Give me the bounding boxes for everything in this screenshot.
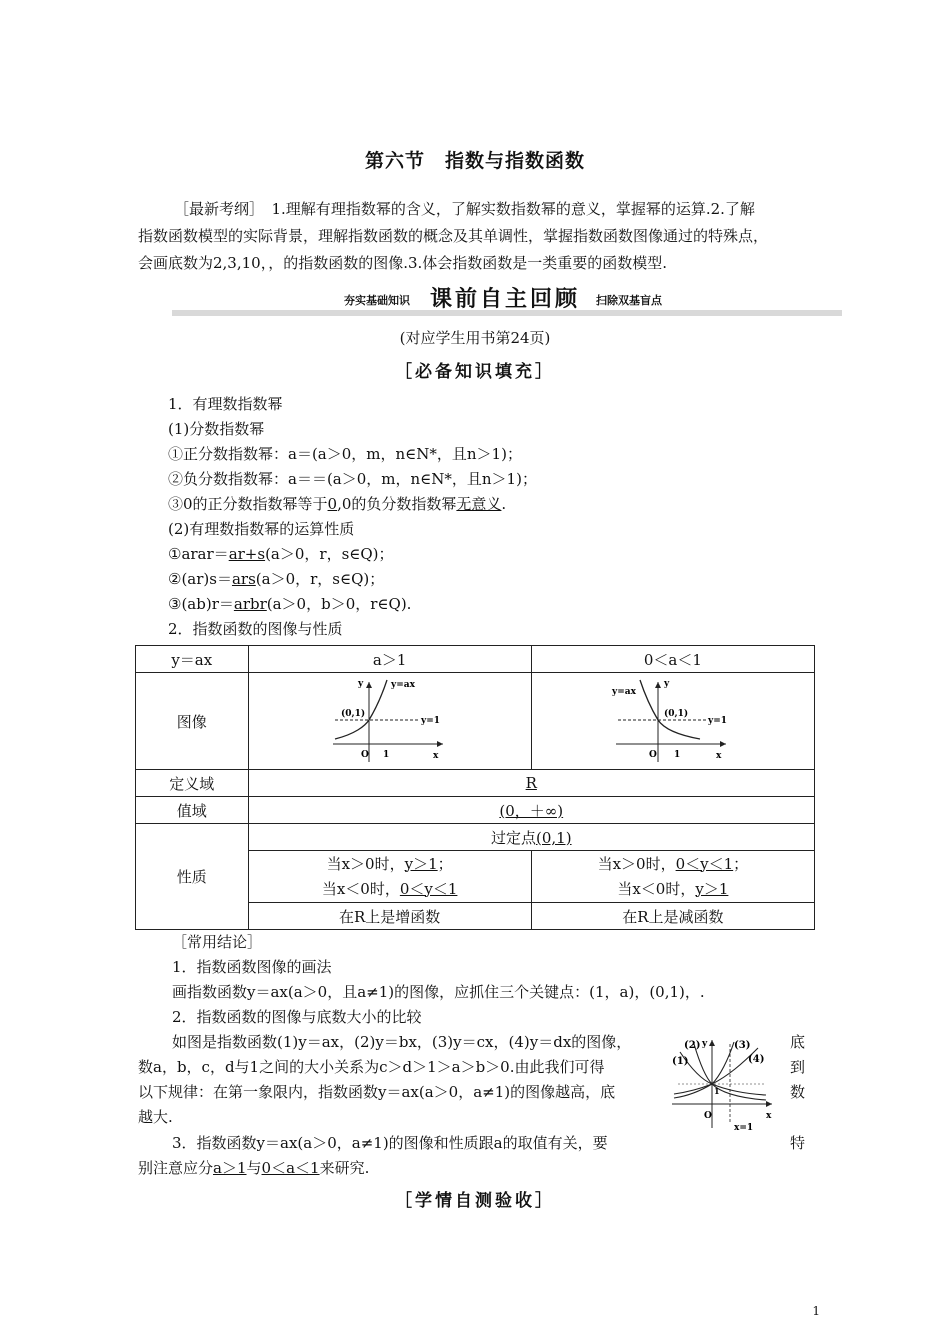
increasing-exp-graph: [325, 676, 455, 766]
decreasing-exp-graph: [608, 676, 738, 766]
range-value: (0，＋∞): [248, 797, 814, 824]
heading-rational-power: 1．有理数指数幂: [168, 395, 283, 413]
conclusion-2-text: 如图是指数函数(1)y＝ax，(2)y＝bx，(3)y＝cx，(4)y＝dx的图像，: [172, 1033, 632, 1051]
conclusion-2-text: 越大.: [138, 1108, 173, 1126]
rule-positive-fraction: ①正分数指数幂：a＝(a＞0，m，n∈N*，且n＞1)；: [168, 445, 522, 463]
conclusion-3-text: 3．指数函数y＝ax(a＞0，a≠1)的图像和性质跟a的取值有关，要: [172, 1134, 608, 1152]
section-heading-knowledge: ［必备知识填充］: [395, 362, 555, 382]
row-label-graph: 图像: [136, 673, 249, 770]
rule-product: ①arar＝ar+s(a＞0，r，s∈Q)；: [168, 545, 394, 563]
figure-label: (4): [748, 1054, 765, 1065]
axis-label-x: x: [715, 751, 722, 761]
heading-fractional-power: (1)分数指数幂: [168, 420, 265, 438]
figure-axis-y: y: [702, 1039, 708, 1049]
domain-value: R: [248, 770, 814, 797]
point-label: (0,1): [340, 709, 365, 719]
figure-origin: O: [704, 1111, 712, 1121]
graph-cell-increasing: [248, 673, 531, 770]
rule-negative-fraction: ②负分数指数幂：a＝＝(a＞0，m，n∈N*，且n＞1)；: [168, 470, 537, 488]
figure-label: (1): [672, 1056, 689, 1067]
graph-cell-decreasing: [531, 673, 814, 770]
page-title: 第六节 指数与指数函数: [364, 150, 585, 172]
fixed-point: 过定点(0,1): [248, 824, 814, 851]
banner-right-text: 扫除双基盲点: [596, 294, 662, 307]
heading-exp-function: 2．指数函数的图像与性质: [168, 620, 343, 638]
answer-blank: ar+s: [228, 545, 266, 563]
wrapped-char: 到: [790, 1058, 806, 1076]
figure-line-label: x=1: [734, 1123, 754, 1133]
heading-operation-rules: (2)有理数指数幂的运算性质: [168, 520, 355, 538]
exp-function-table: [135, 645, 815, 930]
line-label: y=1: [707, 716, 727, 726]
conclusion-1-text: 画指数函数y＝ax(a＞0，且a≠1)的图像，应抓住三个关键点：(1，a)，(0,1)，.: [172, 983, 705, 1001]
syllabus-line: ［最新考纲］ 1.理解有理指数幂的含义，了解实数指数幂的意义，掌握幂的运算.2.了解: [174, 200, 755, 218]
page-number: 1: [812, 1304, 820, 1318]
line-label: y=1: [420, 716, 440, 726]
figure-tick: 1: [714, 1086, 720, 1096]
table-header: a＞1: [248, 646, 531, 673]
conclusion-2-heading: 2．指数函数的图像与底数大小的比较: [172, 1008, 422, 1026]
axis-label-y: y: [663, 679, 670, 689]
banner-left-text: 夯实基础知识: [344, 294, 410, 307]
rule-product-power: ③(ab)r＝arbr(a＞0，b＞0，r∈Q).: [168, 595, 412, 613]
conclusions-heading: ［常用结论］: [172, 933, 263, 951]
axis-label-y: y: [357, 679, 363, 689]
table-header: 0＜a＜1: [531, 646, 814, 673]
section-banner: [172, 288, 842, 316]
row-label-domain: 定义域: [136, 770, 249, 797]
rule-zero-power: ③0的正分数指数幂等于0,0的负分数指数幂无意义.: [168, 495, 507, 513]
row-label-range: 值域: [136, 797, 249, 824]
answer-blank: 无意义: [456, 495, 502, 513]
rule-power: ②(ar)s＝ars(a＞0，r，s∈Q)；: [168, 570, 385, 588]
value-conditions-increasing: 当x＞0时，y＞1； 当x＜0时，0＜y＜1: [248, 851, 531, 903]
wrapped-char: 底: [790, 1033, 806, 1051]
origin-label: O: [648, 750, 657, 760]
syllabus-line: 会画底数为2,3,10，，的指数函数的图像.3.体会指数函数是一类重要的函数模型.: [138, 254, 668, 272]
tick-label: 1: [673, 750, 681, 760]
base-comparison-figure: [668, 1034, 780, 1134]
curve-label: y=ax: [611, 687, 636, 697]
tick-label: 1: [382, 750, 389, 760]
figure-label: (2): [684, 1040, 701, 1051]
origin-label: O: [360, 750, 369, 760]
section-heading-self-test: ［学情自测验收］: [395, 1191, 555, 1211]
conclusion-2-text: 数a，b，c，d与1之间的大小关系为c＞d＞1＞a＞b＞0.由此我们可得: [138, 1058, 605, 1076]
banner-main-text: 课前自主回顾: [430, 287, 581, 312]
table-header: y＝ax: [136, 646, 249, 673]
answer-blank: arbr: [233, 595, 267, 613]
monotonicity-increasing: 在R上是增函数: [248, 903, 531, 930]
answer-blank: 0: [327, 495, 338, 513]
value-conditions-decreasing: 当x＞0时，0＜y＜1； 当x＜0时，y＞1: [531, 851, 814, 903]
syllabus-line: 指数函数模型的实际背景，理解指数函数的概念及其单调性，掌握指数函数图像通过的特殊点，: [138, 227, 769, 245]
figure-label: (3): [734, 1040, 751, 1051]
axis-label-x: x: [432, 751, 438, 761]
conclusion-2-text: 以下规律：在第一象限内，指数函数y＝ax(a＞0，a≠1)的图像越高，底: [138, 1083, 616, 1101]
conclusion-1-heading: 1．指数函数图像的画法: [172, 958, 332, 976]
curve-label: y=ax: [390, 680, 415, 690]
monotonicity-decreasing: 在R上是减函数: [531, 903, 814, 930]
syllabus: [138, 196, 818, 277]
wrapped-char: 特: [790, 1134, 806, 1152]
figure-axis-x: x: [766, 1111, 772, 1121]
row-label-properties: 性质: [136, 824, 249, 930]
point-label: (0,1): [663, 709, 689, 719]
conclusion-3-text: 别注意应分a＞1与0＜a＜1来研究.: [138, 1159, 370, 1177]
book-reference: (对应学生用书第24页): [399, 329, 551, 347]
answer-blank: ars: [231, 570, 256, 588]
wrapped-char: 数: [790, 1083, 806, 1101]
